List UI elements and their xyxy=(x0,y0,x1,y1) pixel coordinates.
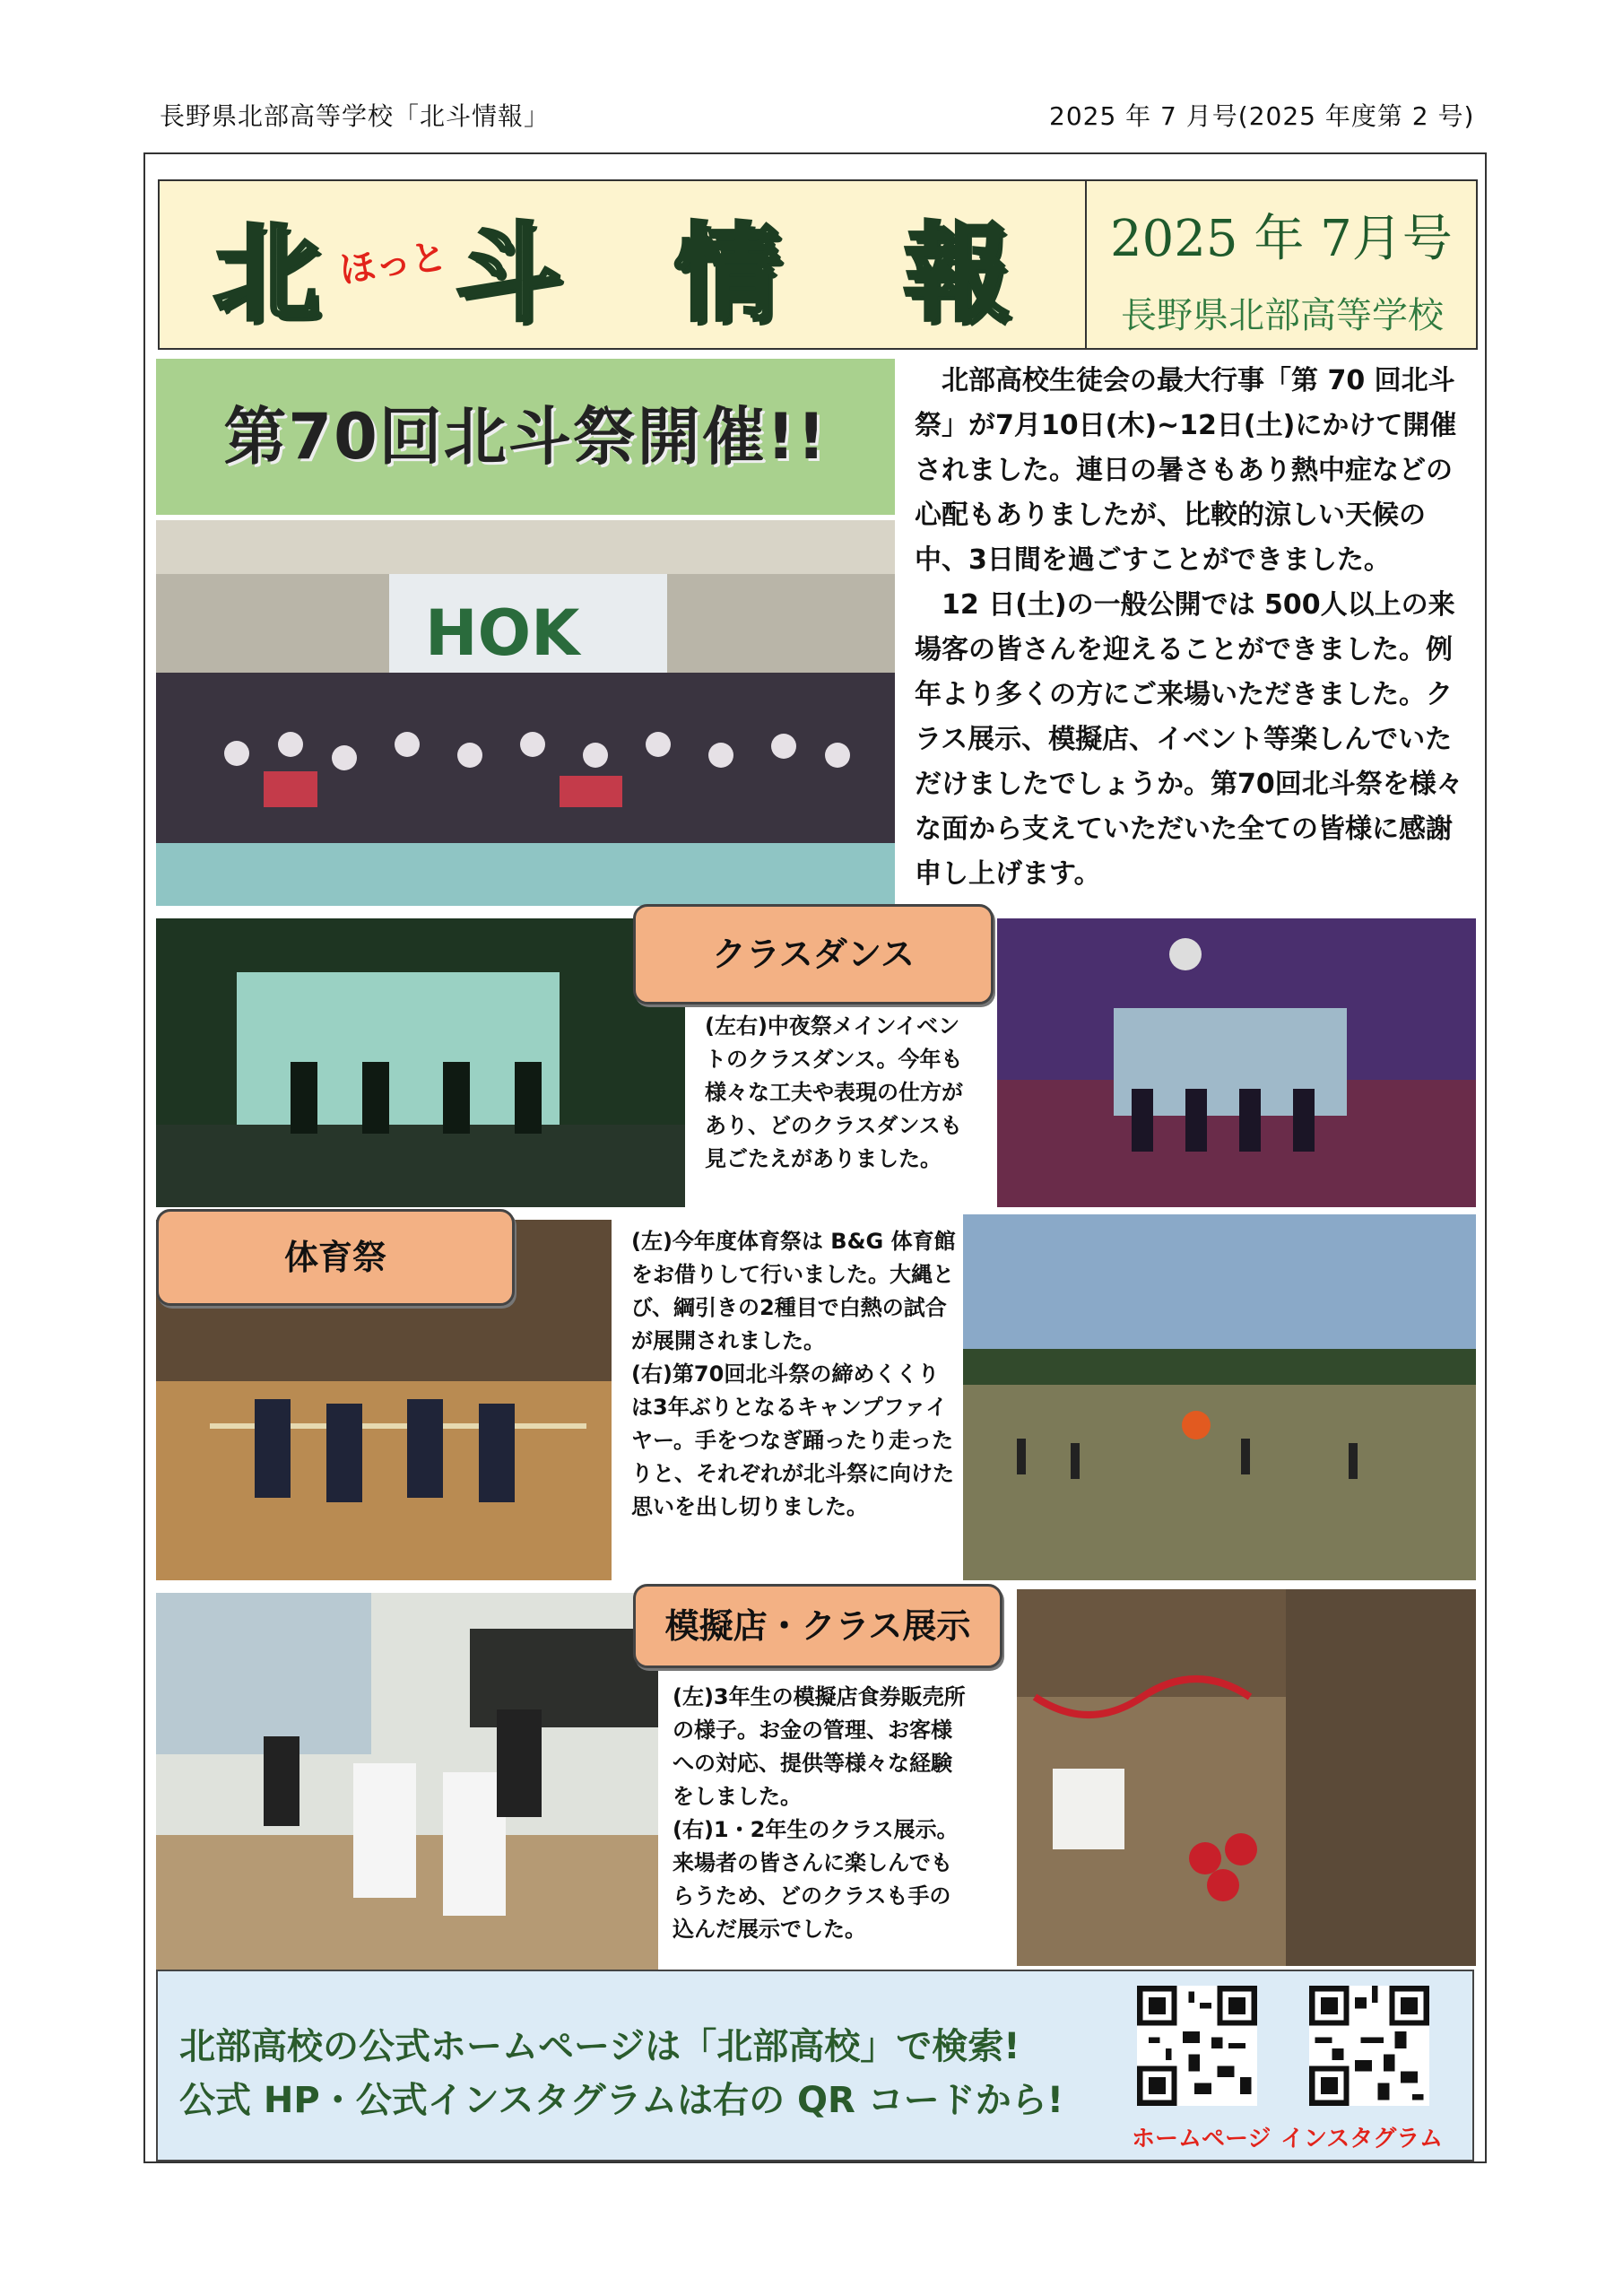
section-label-shops: 模擬店・クラス展示 xyxy=(633,1584,1002,1668)
instagram-qr-label: インスタグラム xyxy=(1280,2126,1443,2152)
masthead-title-char-1: 北 xyxy=(213,212,320,335)
intro-paragraph-2: 12 日(土)の一般公開では 500人以上の来場客の皆さんを迎えることができました。例年より多くの方にご来場いただきました。クラス展示、模擬店、イベント等楽しんでいただけましたでしょうか。第70回北斗祭を様々な面から支えていただいた全ての皆様に感謝申し上げます。 xyxy=(915,589,1463,890)
footer-line-1: 北部高校の公式ホームページは「北部高校」で検索! xyxy=(179,2026,1020,2067)
dance-caption xyxy=(705,1010,979,1176)
group-photo xyxy=(156,520,895,906)
intro-paragraph-1: 北部高校生徒会の最大行事「第 70 回北斗祭」が7月10日(木)~12日(土)にかけて開催されました。連日の暑さもあり熱中症などの心配もありましたが、比較的涼しい天候の中、3日間を過ごすことができました。 xyxy=(915,365,1457,576)
campfire-photo xyxy=(963,1214,1476,1580)
running-header-right: 2025 年 7 月号(2025 年度第 2 号) xyxy=(1049,101,1475,131)
sports-caption-left: (左)今年度体育祭は B&G 体育館をお借りして行いました。大縄とび、綱引きの2種目で白熱の試合が展開されました。 xyxy=(631,1229,956,1353)
homepage-qr-label: ホームページ xyxy=(1132,2126,1271,2152)
issue-date: 2025 年 7月号 xyxy=(1110,210,1453,268)
ticket-booth-photo xyxy=(156,1593,658,1970)
intro-text xyxy=(915,359,1471,897)
dance-photo-left xyxy=(156,918,685,1207)
group-photo-banner-text: HOK xyxy=(425,596,580,670)
running-header-left: 長野県北部高等学校「北斗情報」 xyxy=(160,101,551,131)
dance-caption-text: (左右)中夜祭メインイベントのクラスダンス。今年も様々な工夫や表現の仕方があり、どのクラスダンスも見ごたえがありました。 xyxy=(705,1013,963,1171)
footer-line-2: 公式 HP・公式インスタグラムは右の QR コードから! xyxy=(179,2080,1064,2121)
instagram-qr-code[interactable] xyxy=(1309,1986,1429,2106)
shops-caption-left: (左)3年生の模擬店食券販売所の様子。お金の管理、お客様への対応、提供等様々な経験をしました。 xyxy=(673,1684,966,1809)
masthead-insert: ほっと xyxy=(336,235,450,292)
sports-caption-right: (右)第70回北斗祭の締めくくりは3年ぶりとなるキャンプファイヤー。手をつなぎ踊ったり走ったりと、それぞれが北斗祭に向けた思いを出し切りました。 xyxy=(631,1361,954,1519)
homepage-qr-code[interactable] xyxy=(1137,1986,1257,2106)
shops-caption-right: (右)1・2年生のクラス展示。来場者の皆さんに楽しんでもらうため、どのクラスも手の込んだ展示でした。 xyxy=(673,1817,959,1942)
sports-caption xyxy=(631,1225,958,1524)
issue-school: 長野県北部高等学校 xyxy=(1121,295,1444,336)
masthead-title-char-4: 報 xyxy=(904,212,1011,335)
class-exhibit-photo xyxy=(1017,1589,1476,1966)
masthead-title-char-3: 情 xyxy=(674,212,781,335)
shops-caption xyxy=(673,1681,968,1946)
masthead-divider xyxy=(1085,179,1087,350)
masthead-title-char-2: 斗 xyxy=(456,212,562,335)
section-label-dance: クラスダンス xyxy=(633,904,994,1004)
dance-photo-right xyxy=(997,918,1476,1207)
section-label-sports: 体育祭 xyxy=(156,1209,515,1306)
headline: 第70回北斗祭開催!! xyxy=(223,400,828,474)
